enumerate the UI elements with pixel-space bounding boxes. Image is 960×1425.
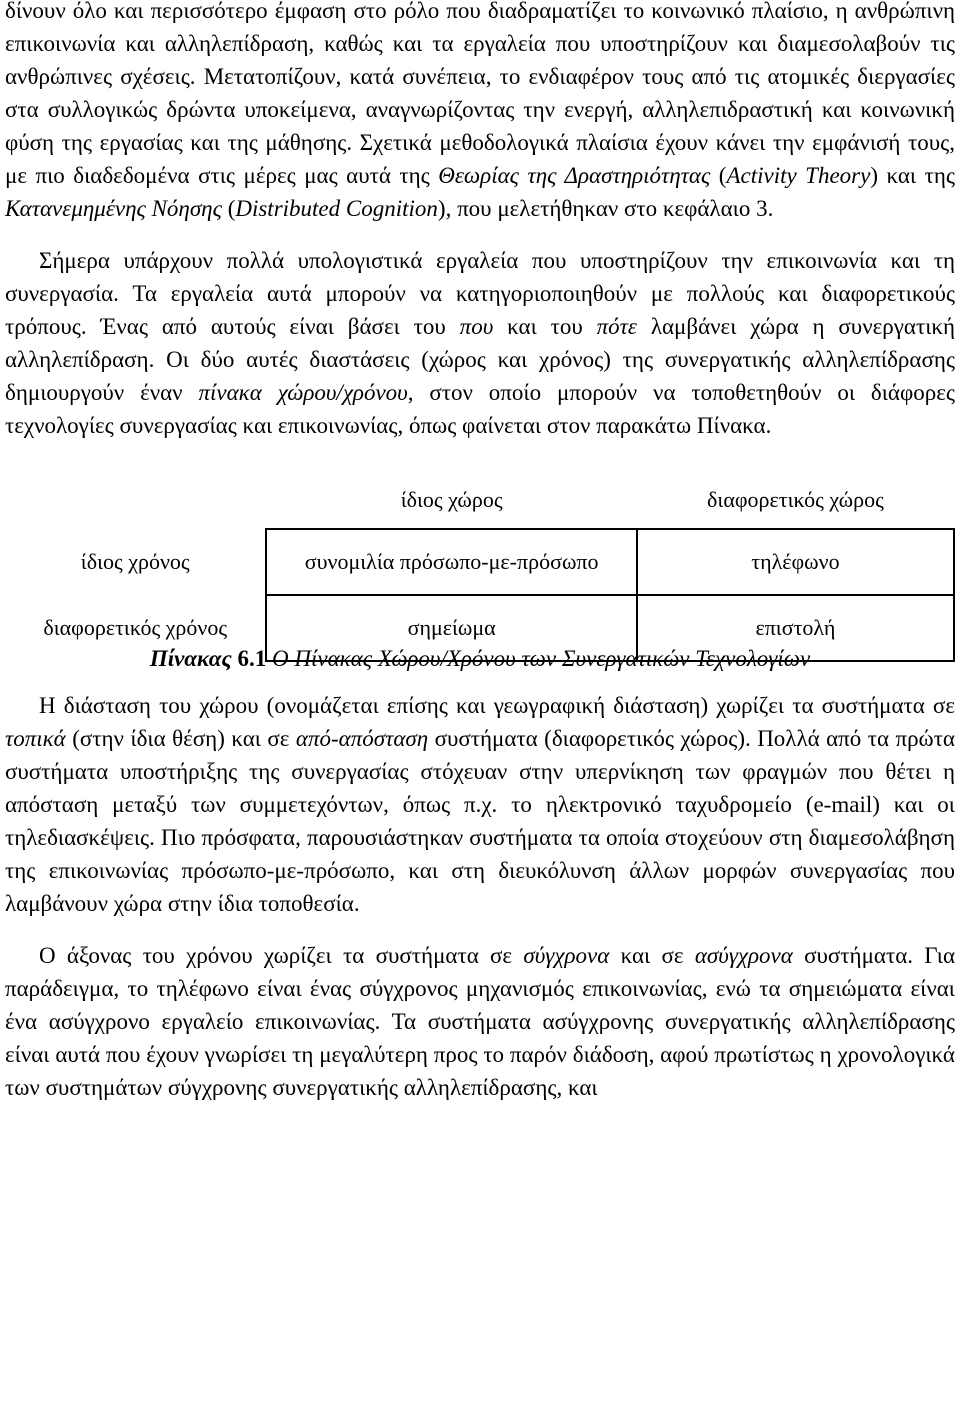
table-row xyxy=(5,529,954,595)
column-header-same-place: ίδιος χώρος xyxy=(400,487,503,512)
caption-text: Ο Πίνακας Χώρου/Χρόνου των Συνεργατικών Τεχνολογίων xyxy=(266,646,811,671)
paragraph-time-dimension xyxy=(5,939,955,1104)
text-run: ) και της xyxy=(870,163,955,188)
text-run: ( xyxy=(710,163,727,188)
term-distributed-cognition-greek: Κατανεμημένης Νόησης xyxy=(5,196,222,221)
table-row xyxy=(5,595,954,661)
term-remote: από-απόσταση xyxy=(295,726,429,751)
text-run: και του xyxy=(493,314,597,339)
text-run: συστήματα (διαφορετικός χώρος). Πολλά από τα πρώτα συστήματα υποστήριξης της συνεργασίας στόχευαν στην υπερνίκηση των φραγμών που θέτει η απόσταση μεταξύ των συμμετεχόντων, όπως π.χ. το ηλεκτρονικό ταχυδρομείο (e-mail) και οι τηλεδιασκέψεις. Πιο πρόσφατα, παρουσιάστηκαν συστήματα τα οποία στοχεύουν στη διαμεσολάβηση της επικοινωνίας πρόσωπο-με-πρόσωπο, και στη διευκόλυνση άλλων μορφών συνεργασίας που λαμβάνουν χώρα στην ίδια τοποθεσία. xyxy=(5,726,955,916)
table-cell: συνομιλία πρόσωπο-με-πρόσωπο xyxy=(266,529,636,595)
paragraph-space-dimension xyxy=(5,689,955,920)
space-time-table-wrapper xyxy=(5,472,955,640)
text-run: δίνουν όλο και περισσότερο έμφαση στο ρόλο που διαδραματίζει το κοινωνικό πλαίσιο, η ανθρώπινη επικοινωνία και αλληλεπίδραση, καθώς και τα εργαλεία που υποστηρίζουν και διαμεσολαβούν τις ανθρώπινες σχέσεις. Μετατοπίζουν, κατά συνέπεια, το ενδιαφέρον τους από τις ατομικές διεργασίες στα συλλογικώς δρώντα υποκείμενα, αναγνωρίζοντας την ενεργή, αλληλεπιδραστική και κοινωνική φύση της εργασίας και της μάθησης. Σχετικά μεθοδολογικά πλαίσια έχουν κάνει την εμφάνισή τους, με πιο διαδεδομένα στις μέρες μας αυτά της xyxy=(5,0,955,188)
text-run: , στον οποίο μπορούν να τοποθετηθούν οι διάφορες τεχνολογίες συνεργασίας και επικοινωνίας, όπως φαίνεται στον παρακάτω Πίνακα. xyxy=(5,380,955,438)
text-run: λαμβάνει χώρα η συνεργατική αλληλεπίδραση. Οι δύο αυτές διαστάσεις (χώρος και χρόνος) της συνεργατικής αλληλεπίδρασης δημιουργούν έναν xyxy=(5,314,955,405)
row-header-different-time: διαφορετικός χρόνος xyxy=(43,615,228,640)
term-activity-theory-greek: Θεωρίας της Δραστηριότητας xyxy=(438,163,711,188)
text-run: ), που μελετήθηκαν στο κεφάλαιο 3. xyxy=(437,196,774,221)
caption-label: Πίνακας xyxy=(149,646,238,671)
table-cell: σημείωμα xyxy=(266,595,636,661)
caption-number: 6.1 xyxy=(237,646,267,671)
text-run: και σε xyxy=(609,943,695,968)
term-synchronous: σύγχρονα xyxy=(523,943,610,968)
term-distributed-cognition: Distributed Cognition xyxy=(235,196,438,221)
table-header-row xyxy=(5,472,954,529)
term-activity-theory: Activity Theory xyxy=(726,163,871,188)
table-corner-cell xyxy=(5,472,266,529)
table-cell: τηλέφωνο xyxy=(637,529,954,595)
text-run: συστήματα. Για παράδειγμα, το τηλέφωνο είναι ένας σύγχρονος μηχανισμός επικοινωνίας, ενώ τα σημειώματα είναι ένα ασύγχρονο εργαλείο επικοινωνίας. Τα συστήματα ασύγχρονης συνεργατικής αλληλεπίδρασης είναι αυτά που έχουν γνωρίσει τη μεγαλύτερη προς το παρόν διάδοση, αφού πρωτίστως η χρονολογικά των συστημάτων σύγχρονης συνεργατικής αλληλεπίδρασης, και xyxy=(5,943,956,1100)
paragraph-social-context xyxy=(5,0,955,225)
space-time-table xyxy=(5,472,955,662)
text-run: Ο άξονας του χρόνου χωρίζει τα συστήματα σε xyxy=(39,943,524,968)
term-local: τοπικά xyxy=(5,726,66,751)
term-when: πότε xyxy=(596,314,637,339)
term-space-time-matrix: πίνακα χώρου/χρόνου xyxy=(198,380,408,405)
document-page xyxy=(5,0,955,1104)
table-cell: επιστολή xyxy=(637,595,954,661)
column-header-different-place: διαφορετικός χώρος xyxy=(707,487,884,512)
paragraph-tools-classification xyxy=(5,244,955,442)
row-header-same-time: ίδιος χρόνος xyxy=(80,549,190,574)
text-run: ( xyxy=(221,196,236,221)
text-run: Σήμερα υπάρχουν πολλά υπολογιστικά εργαλεία που υποστηρίζουν την επικοινωνία και τη συνεργασία. Τα εργαλεία αυτά μπορούν να κατηγοριοποιηθούν με πολλούς και διαφορετικούς τρόπους. Ένας από αυτούς είναι βάσει του xyxy=(5,248,955,339)
text-run: Η διάσταση του χώρου (ονομάζεται επίσης και γεωγραφική διάσταση) χωρίζει τα συστήματα σε xyxy=(39,693,955,718)
term-asynchronous: ασύγχρονα xyxy=(694,943,793,968)
term-where: που xyxy=(459,314,494,339)
text-run: (στην ίδια θέση) και σε xyxy=(65,726,296,751)
